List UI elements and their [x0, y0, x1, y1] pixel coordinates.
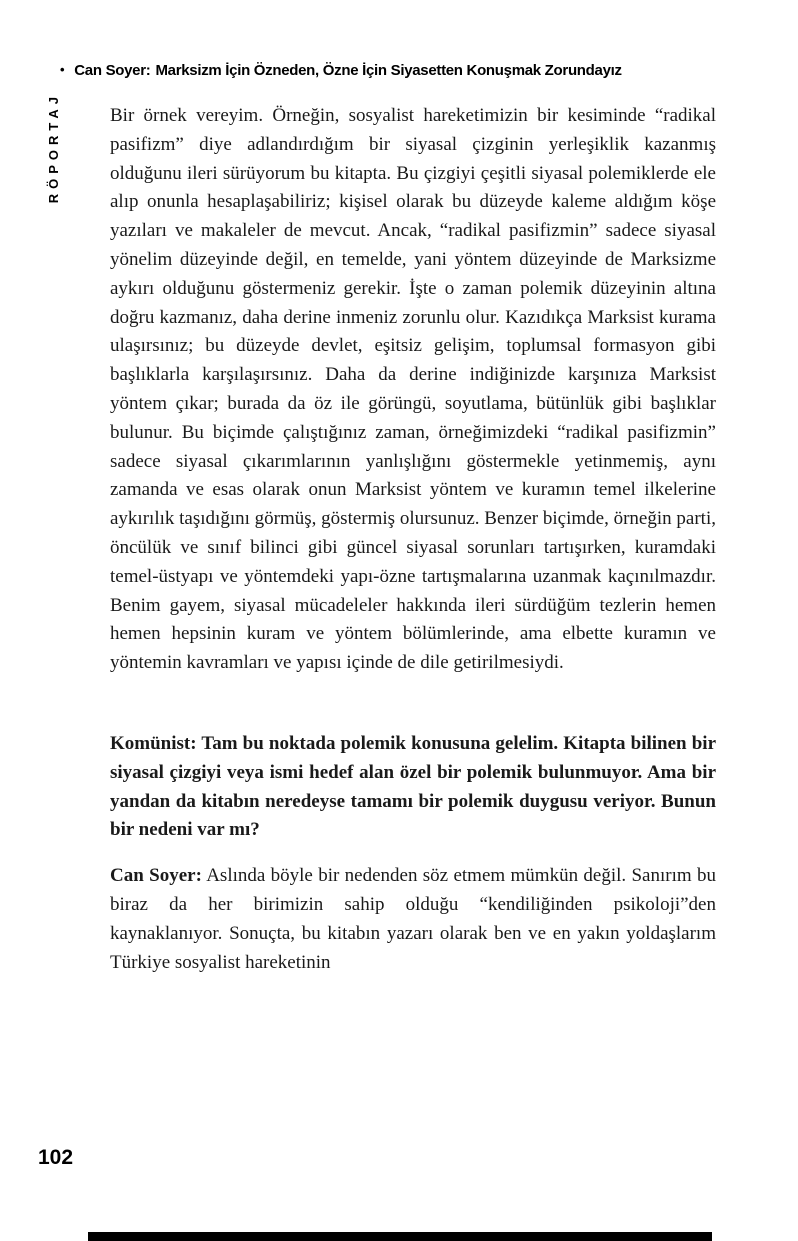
question-paragraph — [110, 730, 716, 845]
section-label-vertical: RÖPORTAJ — [46, 92, 61, 204]
header-title: Marksizm İçin Özneden, Özne İçin Siyasetten Konuşmak Zorundayız — [155, 62, 622, 79]
header-author: Can Soyer: — [74, 62, 151, 79]
page-number: 102 — [38, 1146, 74, 1169]
body-text-column — [110, 102, 716, 977]
question-lead: Komünist: — [110, 732, 197, 754]
answer-text: Aslında böyle bir nedenden söz etmem mümkün değil. Sanırım bu biraz da her birimizin sahip olduğu “kendiliğinden psikoloji”den kaynaklanıyor. Sonuçta, bu kitabın yazarı olarak ben ve en yakın yoldaşlarım Türkiye sosyalist hareketinin — [110, 865, 716, 973]
bullet-icon: • — [60, 62, 65, 77]
question-text: Tam bu noktada polemik konusuna gelelim. Kitapta bilinen bir siyasal çizgiyi veya ismi hedef alan özel bir polemik bulunmuyor. Ama bir yandan da kitabın neredeyse tamamı bir polemik duygusu veriyor. Bunun bir nedeni var mı? — [110, 732, 716, 841]
running-header — [60, 62, 740, 79]
body-paragraph: Bir örnek vereyim. Örneğin, sosyalist hareketimizin bir kesiminde “radikal pasifizm” diye adlandırdığım bir siyasal çizginin yerleşiklik kazanmış olduğunu ileri sürüyorum bu kitapta. Bu çizgiyi çeşitli siyasal polemiklerde ele alıp onunla hesaplaşabiliriz; kişisel olarak bu düzeyde kaleme aldığım köşe yazıları ve makaleler de mevcut. Ancak, “radikal pasifizmin” sadece siyasal yönelim düzeyinde değil, en temelde, yani yöntem düzeyinde de Marksizme aykırı olduğunu göstermeniz gerekir. İşte o zaman polemik düzeyinin altına doğru kazmanız, daha derine inmeniz zorunlu olur. Kazıdıkça Marksist kurama ulaşırsınız; bu düzeyde devlet, eşitsiz gelişim, toplumsal formasyon gibi başlıklarla karşılaşırsınız. Daha da derine indiğinizde karşınıza Marksist yöntem çıkar; burada da öz ile görüngü, soyutlama, bütünlük gibi başlıklar bulunur. Bu biçimde çalıştığınız zaman, örneğimizdeki “radikal pasifizmin” sadece siyasal çıkarımlarının yanlışlığını göstermekle yetinmemiş, aynı zamanda ve esas olarak onun Marksist yöntem ve kuramın temel ilkelerine aykırılık taşıdığını görmüş, göstermiş olursunuz. Benzer biçimde, örneğin parti, öncülük ve sınıf bilinci gibi güncel siyasal sorunları tartışırken, kuramdaki temel-üstyapı ve yöntemdeki yapı-özne tartışmalarına uzanmak kaçınılmazdır. Benim gayem, siyasal mücadeleler hakkında ileri sürdüğüm tezlerin hemen hemen hepsinin kuram ve yöntem bölümlerinde, ama elbette kuramın ve yöntemin kavramları ve yapısı içinde de dile getirilmesiydi. — [110, 105, 716, 674]
answer-paragraph — [110, 862, 716, 977]
answer-lead: Can Soyer: — [110, 865, 202, 887]
page-edge-bar — [88, 1232, 712, 1241]
